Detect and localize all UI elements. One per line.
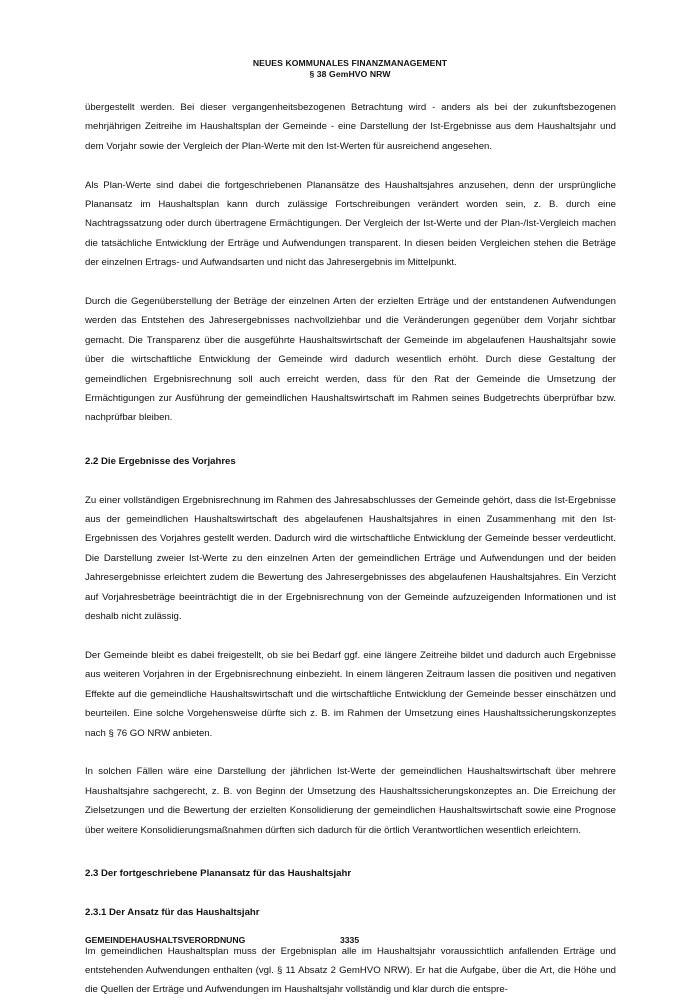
paragraph: Im gemeindlichen Haushaltsplan muss der Ergebnisplan alle im Haushaltsjahr voraussichtlich anfallenden Erträge und entstehenden Aufwendungen enthalten (vgl. § 11 Absatz 2 GemHVO NRW). Er hat die Aufgabe, über die Art, die Höhe und die Quellen der Erträge und Aufwendungen im Haushaltsjahr vollständig und klar durch die entspre- [85, 945, 616, 996]
paragraph: Als Plan-Werte sind dabei die fortgeschriebenen Planansätze des Haushaltsjahres anzusehen, denn der ursprüngliche Planansatz im Haushaltsplan kann durch zulässige Fortschreibungen verändert worden sein, z. B. durch eine Nachtragssatzung oder durch übertragene Ermächtigungen. Der Vergleich der Ist-Werte und der Plan-/Ist-Vergleich machen die tatsächliche Entwicklung der Erträge und Aufwendungen transparent. In diesen beiden Vergleichen stehen die Beträge der einzelnen Ertrags- und Aufwandsarten und nicht das Jahresergebnis im Mittelpunkt. [85, 179, 616, 269]
paragraph: Der Gemeinde bleibt es dabei freigestellt, ob sie bei Bedarf ggf. eine längere Zeitreihe bildet und dadurch auch Ergebnisse aus weiteren Vorjahren in der Ergebnisrechnung einbezieht. In einem längeren Zeitraum lassen die positiven und negativen Effekte auf die gemeindliche Haushaltswirtschaft und die wirtschaftliche Entwicklung der Gemeinde besser einschätzen und beurteilen. Eine solche Vorgehensweise dürfte sich z. B. im Rahmen der Umsetzung eines Haushaltssicherungskonzeptes nach § 76 GO NRW anbieten. [85, 649, 616, 739]
footer-title: GEMEINDEHAUSHALTSVERORDNUNG [85, 935, 246, 945]
page-number: 3335 [340, 935, 360, 945]
paragraph: Zu einer vollständigen Ergebnisrechnung im Rahmen des Jahresabschlusses der Gemeinde gehört, dass die Ist-Ergebnisse aus der gemeindlichen Haushaltswirtschaft des abgelaufenen Haushaltsjahres in einen Zusammenhang mit den Ist-Ergebnissen des Vorjahres gestellt werden. Dadurch wird die wirtschaftliche Entwicklung der Gemeinde besser verdeutlicht. Die Darstellung zweier Ist-Werte zu den einzelnen Arten der gemeindlichen Erträge und Aufwendungen und der beiden Jahresergebnisse erleichtert zudem die Bewertung des Jahresergebnisses des abgelaufenen Haushaltsjahres. Ein Verzicht auf Vorjahresbeträge beeinträchtigt die in der Ergebnisrechnung von der Gemeinde aufzuzeigenden Informationen und ist deshalb nicht zulässig. [85, 494, 616, 623]
header-subtitle: § 38 GemHVO NRW [309, 69, 391, 79]
section-heading-2-2: 2.2 Die Ergebnisse des Vorjahres [85, 455, 236, 467]
section-heading-2-3: 2.3 Der fortgeschriebene Planansatz für das Haushaltsjahr [85, 867, 352, 879]
paragraph: Durch die Gegenüberstellung der Beträge der einzelnen Arten der erzielten Erträge und der entstandenen Aufwendungen werden das Entstehen des Jahresergebnisses nachvollziehbar und die Veränderungen gegenüber dem Vorjahr sichtbar gemacht. Die Transparenz über die ausgeführte Haushaltswirtschaft der Gemeinde im abgelaufenen Haushaltsjahr sowie über die wirtschaftliche Entwicklung der Gemeinde wird dadurch wesentlich erhöht. Durch diese Gestaltung der gemeindlichen Ergebnisrechnung soll auch erreicht werden, dass für den Rat der Gemeinde die Umsetzung der Ermächtigungen zur Ausführung der gemeindlichen Haushaltswirtschaft im Rahmen seines Budgetrechts überprüfbar bzw. nachprüfbar bleiben. [85, 296, 616, 424]
paragraph: In solchen Fällen wäre eine Darstellung der jährlichen Ist-Werte der gemeindlichen Haushaltswirtschaft über mehrere Haushaltsjahre sachgerecht, z. B. von Beginn der Umsetzung des Haushaltssicherungskonzeptes an. Die Erreichung der Zielsetzungen und die Bewertung der erzielten Konsolidierung der gemeindlichen Haushaltswirtschaft sowie eine Prognose über weitere Konsolidierungsmaßnahmen dürften sich dadurch für die örtlich Verantwortlichen wesentlich erleichtern. [85, 766, 616, 836]
header-title: NEUES KOMMUNALES FINANZMANAGEMENT [252, 58, 448, 68]
document-body [85, 98, 616, 1000]
page-footer [85, 935, 360, 946]
page-header [0, 58, 700, 80]
paragraph: übergestellt werden. Bei dieser vergangenheitsbezogenen Betrachtung wird - anders als bei der zukunftsbezogenen mehrjährigen Zeitreihe im Haushaltsplan der Gemeinde - eine Darstellung der Ist-Ergebnisse aus dem Haushaltsjahr und dem Vorjahr sowie der Vergleich der Plan-Werte mit den Ist-Werten für ausreichend angesehen. [85, 102, 616, 152]
section-heading-2-3-1: 2.3.1 Der Ansatz für das Haushaltsjahr [85, 906, 260, 918]
